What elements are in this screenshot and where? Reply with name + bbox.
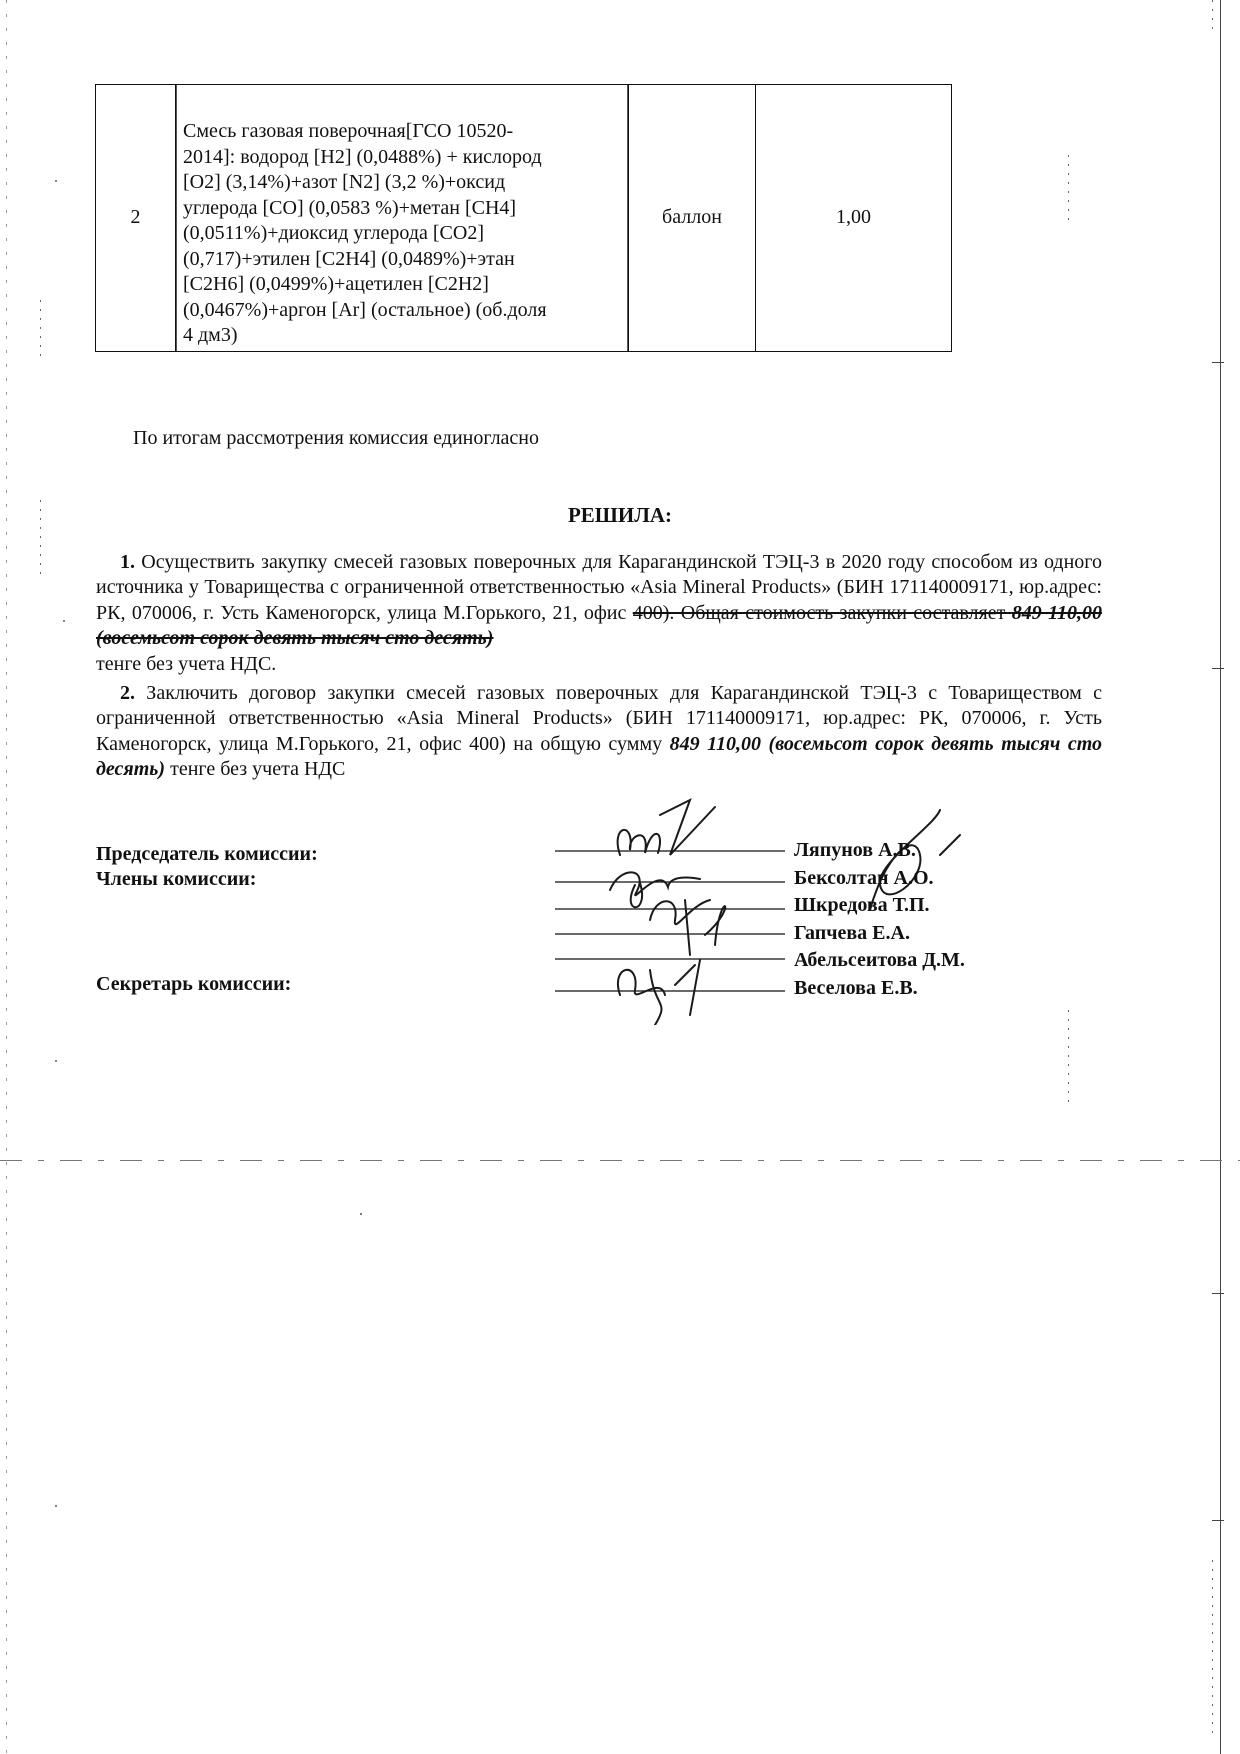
- item-name-line: (0,0511%)+диоксид углерода [CO2]: [183, 222, 484, 244]
- signature-lines: [555, 851, 785, 991]
- scan-noise: [1212, 0, 1213, 30]
- item-name-line: [O2] (3,14%)+азот [N2] (3,2 %)+оксид: [183, 171, 506, 193]
- decision-paragraph-1: [96, 550, 1102, 677]
- scan-noise: [55, 1505, 57, 1507]
- scan-noise: [1212, 1520, 1224, 1521]
- scan-edge-left: [6, 0, 7, 1754]
- member-name: Гапчева Е.А.: [794, 921, 910, 944]
- item-name: [176, 85, 628, 351]
- intro-text: По итогам рассмотрения комиссия единогласно: [133, 427, 540, 449]
- item-name-line: [C2H6] (0,0499%)+ацетилен [C2H2]: [183, 273, 489, 295]
- members-label: Члены комиссии:: [96, 868, 257, 890]
- scan-noise: [63, 620, 65, 622]
- item-name-line: 4 дм3): [183, 324, 238, 346]
- struck-text: 400). Общая стоимость закупки составляет: [632, 601, 1012, 624]
- paragraph-text: тенге без учета НДС.: [96, 652, 277, 675]
- item-name-line: Смесь газовая поверочная[ГСО 10520-: [183, 120, 514, 142]
- paragraph-number: 2.: [120, 682, 135, 704]
- decision-paragraph-2: [96, 681, 1102, 783]
- scan-edge-right: [1220, 0, 1221, 1754]
- scan-noise: [1212, 1293, 1224, 1294]
- decision-heading: РЕШИЛА:: [567, 503, 673, 527]
- item-name-line: (0,0467%)+аргон [Ar] (остальное) (об.доля: [183, 298, 547, 321]
- member-name: Абельсеитова Д.М.: [794, 949, 965, 971]
- amount-text: 849 110,00 (восемьсот сорок девять тысяч сто десять): [96, 601, 1102, 650]
- scan-fold-line: [0, 1160, 1240, 1161]
- paragraph-text: тенге без учета НДС: [165, 758, 346, 781]
- scan-noise: [360, 1213, 362, 1215]
- table-row: [96, 85, 952, 352]
- item-name-line: (0,717)+этилен [C2H4] (0,0489%)+этан: [183, 247, 515, 270]
- member-name: Ляпунов А.В.: [794, 839, 916, 861]
- scan-noise: [1068, 155, 1069, 225]
- paragraph-text: Осуществить закупку смесей газовых поверочных для Карагандинской ТЭЦ-3 в 2020 году способом из одного источника у Товарищества с ограниченной ответственностью «Asia Mineral Products» (БИН 171140009171, юр.адрес: РК, 070006, г. Усть Каменогорск, улица М.Горького, 21, офис: [96, 551, 1102, 624]
- scan-noise: [1212, 1560, 1213, 1740]
- member-names: [794, 837, 965, 1002]
- scan-noise: [55, 180, 57, 182]
- quantity-cell: 1,00: [756, 85, 952, 352]
- member-name: Бексолтан А.О.: [794, 866, 934, 889]
- scan-noise: [40, 300, 41, 360]
- amount-text: 849 110,00 (восемьсот сорок девять тысяч сто десять): [96, 732, 1103, 781]
- member-name: Шкредова Т.П.: [794, 894, 930, 916]
- unit-cell: баллон: [629, 85, 756, 352]
- chairman-label: Председатель комиссии:: [96, 843, 318, 865]
- paragraph-text: Заключить договор закупки смесей газовых поверочных для Карагандинской ТЭЦ-3 с Товариществом с ограниченной ответственностью «Asia Mineral Products» (БИН 171140009171, юр.адрес: РК, 070006, г. Усть Каменогорск, улица М.Горького, 21, офис 400) на общую сумму: [96, 682, 1102, 755]
- item-name-cell: [176, 85, 629, 352]
- item-name-line: 2014]: водород [H2] (0,0488%) + кислород: [183, 145, 542, 168]
- row-number: 2: [96, 85, 176, 352]
- secretary-label: Секретарь комиссии:: [96, 973, 292, 995]
- scan-noise: [1212, 362, 1224, 363]
- scan-noise: [1212, 668, 1224, 669]
- items-table: [95, 84, 952, 352]
- paragraph-number: 1.: [120, 551, 135, 573]
- member-name: Веселова Е.В.: [794, 976, 918, 999]
- item-name-line: углерода [CO] (0,0583 %)+метан [CH4]: [183, 196, 517, 219]
- scan-noise: [55, 1060, 57, 1062]
